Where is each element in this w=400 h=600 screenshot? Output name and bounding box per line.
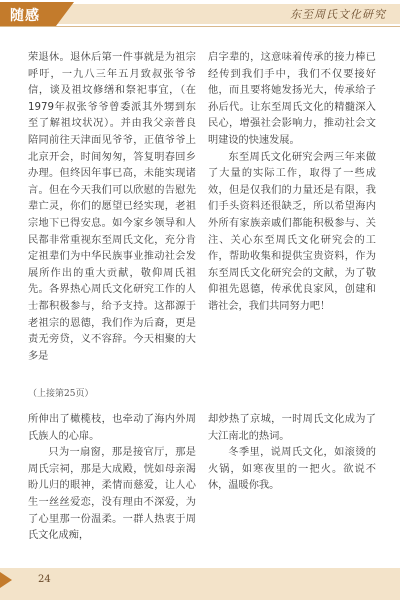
page-header	[0, 0, 400, 34]
paragraph: 只为一扇窗，那是接官厅，那是周氏宗祠，那是大成殿，恍如母亲渴盼儿归的眼神，柔情而慈爱，让人心生一丝丝爱恋，没有理由不深爱，为了心里那一份温柔。一群人热衷于周氏文化成痴，	[28, 447, 196, 542]
section-title: 随感	[10, 8, 40, 24]
header-divider	[0, 26, 400, 27]
paragraph: 却炒热了京城，一时周氏文化成为了大江南北的热词。	[208, 414, 376, 442]
paragraph: 荣退休。退休后第一件事就是为祖宗呼吁，一九八三年五月致叔张爷爷信，谈及祖坟修缮和祭祀事宜，（在1979年叔张爷爷曾委派其外甥到东至了解祖坟状况）。并由我父亲普良陪同前往天津面见爷爷，正值爷爷上北京开会，时间匆匆，答复明春回乡办理。但终因年事已高，未能实现诸言。但在今天我们可以欣慰的告慰先辈亡灵，你们的愿望已经实现，老祖宗地下已得安息。如今家乡领导和人民都非常重视东至周氏文化，充分肯定祖辈们为中华民族事业推动社会发展所作出的重大贡献，敬仰周氏祖先。各界热心周氏文化研究工作的人士都积极参与，给予支持。这都源于老祖宗的恩德，我们作为后裔，更是责无旁贷，义不容辞。今天相聚的大多是	[28, 52, 196, 362]
running-title: 东至周氏文化研究	[290, 8, 386, 21]
paragraph: 所伸出了橄榄枝，也牵动了海内外周氏族人的心扉。	[28, 414, 196, 442]
top-right-column	[208, 50, 376, 316]
top-left-column	[28, 50, 196, 365]
section-tab-slant	[56, 2, 74, 26]
bottom-left-column	[28, 412, 196, 545]
bottom-right-column	[208, 412, 376, 495]
page-number: 24	[38, 574, 51, 585]
paragraph: 启字辈的，这意味着传承的接力棒已经传到我们手中，我们不仅要接好他，而且要将她发扬光大，传承给子孙后代。让东至周氏文化的精髓深入民心，增强社会影响力，推动社会文明建设的快速发展。	[208, 52, 376, 146]
paragraph: 冬季里，说周氏文化，如滚烫的火锅，如寒夜里的一把火。欲说不休，温暖你我。	[208, 447, 376, 492]
continued-from-note: （上接第25页）	[28, 389, 94, 399]
page-footer	[0, 568, 400, 600]
footer-arrow-icon	[0, 572, 12, 588]
paragraph: 东至周氏文化研究会两三年来做了大量的实际工作，取得了一些成效，但是仅我们的力量还是有限，我们手头资料还很缺乏，所以希望海内外所有家族亲戚们都能积极参与、关注、关心东至周氏文化研究会的工作，帮助收集和提供宝贵资料，作为东至周氏文化研究会的文献，为了敬仰祖先恩德，传承优良家风，创建和谐社会，我们共同努力吧！	[208, 151, 376, 312]
